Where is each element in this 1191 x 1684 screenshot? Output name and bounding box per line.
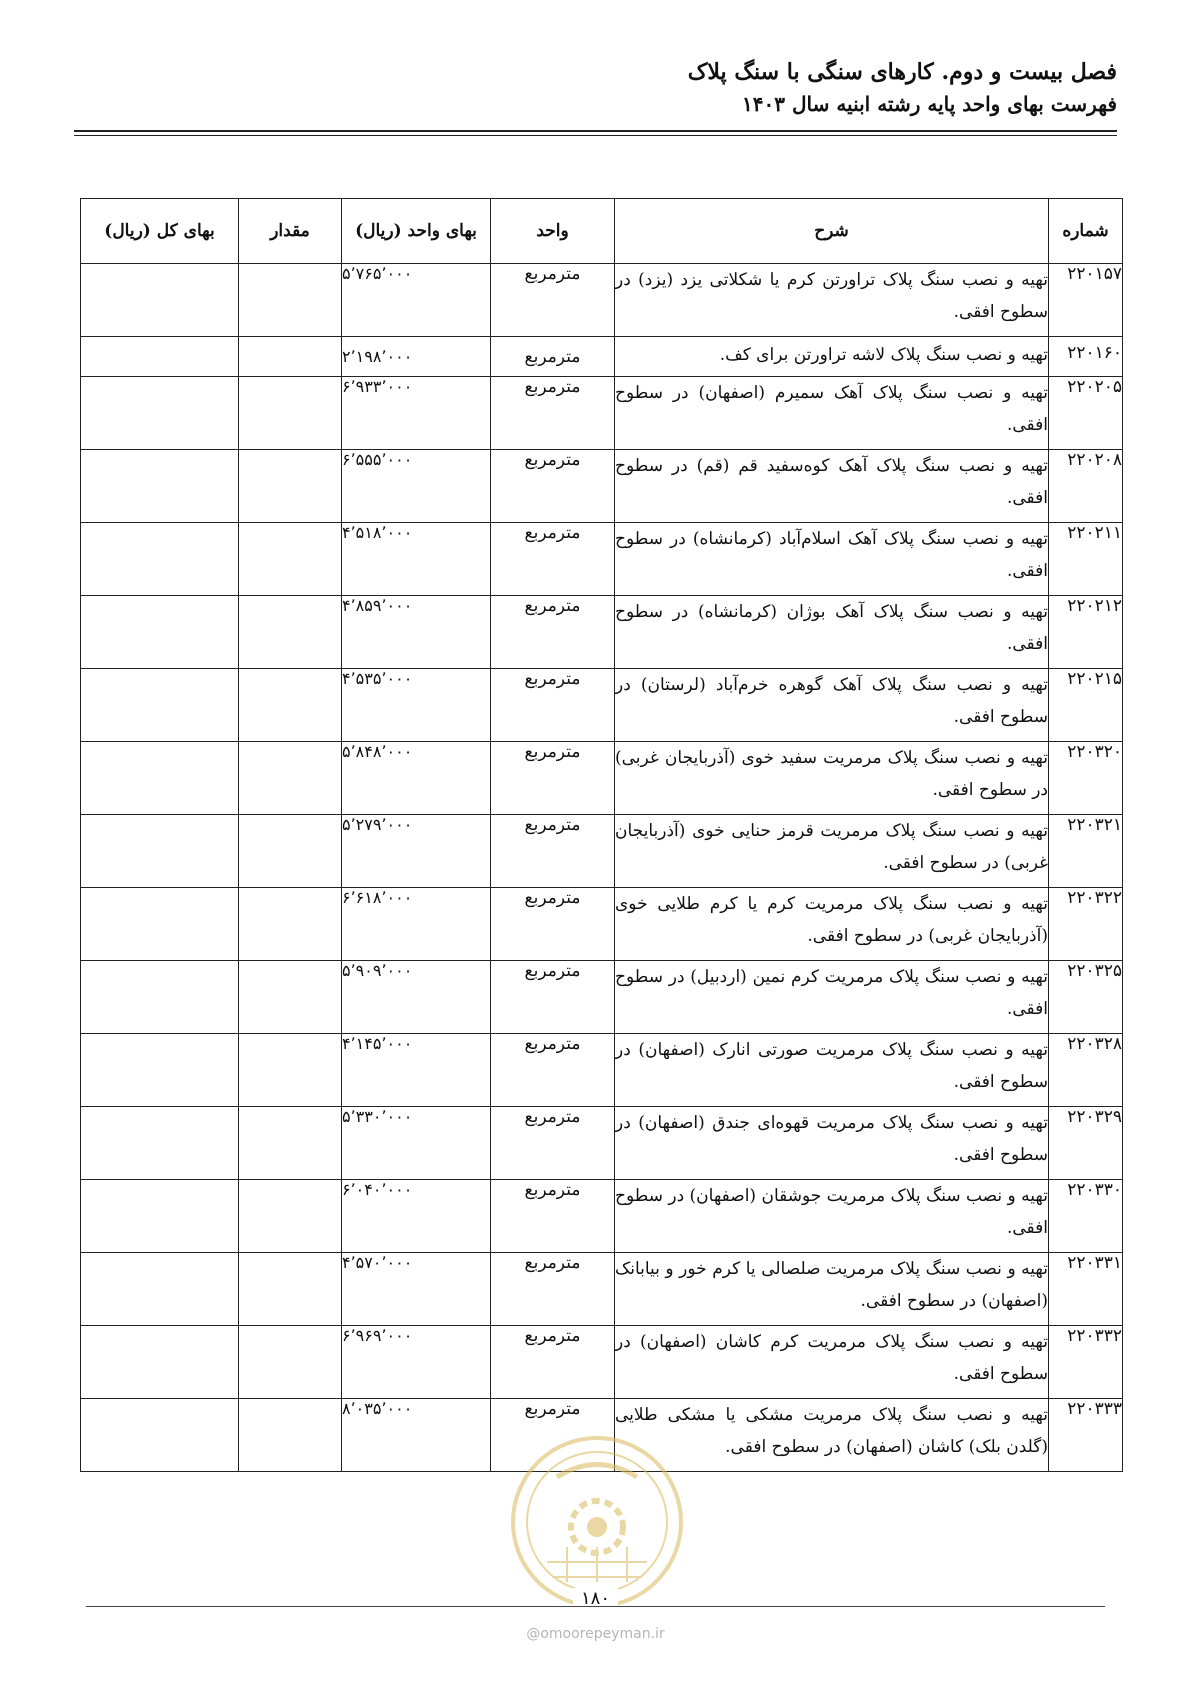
item-total-price — [81, 669, 239, 742]
item-quantity — [239, 264, 342, 337]
table-row — [81, 815, 1123, 888]
item-unit: مترمربع — [491, 1253, 615, 1326]
item-total-price — [81, 1107, 239, 1180]
table-row — [81, 1107, 1123, 1180]
item-total-price — [81, 377, 239, 450]
item-unit: مترمربع — [491, 264, 615, 337]
item-number: ۲۲۰۳۲۸ — [1049, 1034, 1123, 1107]
item-description: تهیه و نصب سنگ پلاک مرمریت صورتی انارک (اصفهان) در سطوح افقی. — [615, 1034, 1049, 1107]
item-unit: مترمربع — [491, 888, 615, 961]
item-description: تهیه و نصب سنگ پلاک آهک سمیرم (اصفهان) در سطوح افقی. — [615, 377, 1049, 450]
column-header-unit: واحد — [491, 199, 615, 264]
item-unit: مترمربع — [491, 1107, 615, 1180]
table-row — [81, 264, 1123, 337]
table-row — [81, 961, 1123, 1034]
item-total-price — [81, 888, 239, 961]
page-number: ۱۸۰ — [0, 1588, 1191, 1609]
item-description: تهیه و نصب سنگ پلاک مرمریت سفید خوی (آذربایجان غربی) در سطوح افقی. — [615, 742, 1049, 815]
item-number: ۲۲۰۲۱۲ — [1049, 596, 1123, 669]
column-header-number: شماره — [1049, 199, 1123, 264]
item-number: ۲۲۰۳۲۲ — [1049, 888, 1123, 961]
table-row — [81, 596, 1123, 669]
item-unit: مترمربع — [491, 961, 615, 1034]
item-quantity — [239, 815, 342, 888]
item-quantity — [239, 1399, 342, 1472]
item-number: ۲۲۰۳۲۵ — [1049, 961, 1123, 1034]
item-unit: مترمربع — [491, 1034, 615, 1107]
item-quantity — [239, 377, 342, 450]
item-quantity — [239, 669, 342, 742]
item-description: تهیه و نصب سنگ پلاک آهک کوه‌سفید قم (قم) در سطوح افقی. — [615, 450, 1049, 523]
item-total-price — [81, 523, 239, 596]
footer-divider — [86, 1606, 1105, 1607]
table-row — [81, 450, 1123, 523]
item-description: تهیه و نصب سنگ پلاک مرمریت کرم نمین (اردبیل) در سطوح افقی. — [615, 961, 1049, 1034]
item-description: تهیه و نصب سنگ پلاک تراورتن کرم یا شکلاتی یزد (یزد) در سطوح افقی. — [615, 264, 1049, 337]
item-unit-price: ۴٬۸۵۹٬۰۰۰ — [342, 596, 491, 669]
header-divider-thin — [74, 135, 1117, 136]
item-unit-price: ۴٬۵۳۵٬۰۰۰ — [342, 669, 491, 742]
item-number: ۲۲۰۳۲۹ — [1049, 1107, 1123, 1180]
item-total-price — [81, 450, 239, 523]
item-number: ۲۲۰۱۶۰ — [1049, 337, 1123, 377]
item-description: تهیه و نصب سنگ پلاک مرمریت کرم کاشان (اصفهان) در سطوح افقی. — [615, 1326, 1049, 1399]
item-total-price — [81, 337, 239, 377]
table-row — [81, 377, 1123, 450]
price-list-title: فهرست بهای واحد پایه رشته ابنیه سال ۱۴۰۳ — [742, 92, 1117, 116]
item-unit: مترمربع — [491, 742, 615, 815]
item-unit-price: ۵٬۷۶۵٬۰۰۰ — [342, 264, 491, 337]
item-number: ۲۲۰۳۳۳ — [1049, 1399, 1123, 1472]
item-unit: مترمربع — [491, 337, 615, 377]
item-unit-price: ۸٬۰۳۵٬۰۰۰ — [342, 1399, 491, 1472]
item-description: تهیه و نصب سنگ پلاک مرمریت جوشقان (اصفهان) در سطوح افقی. — [615, 1180, 1049, 1253]
item-unit-price: ۵٬۸۴۸٬۰۰۰ — [342, 742, 491, 815]
table-row — [81, 1399, 1123, 1472]
item-unit-price: ۶٬۹۶۹٬۰۰۰ — [342, 1326, 491, 1399]
table-row — [81, 523, 1123, 596]
table-row — [81, 888, 1123, 961]
item-unit-price: ۶٬۵۵۵٬۰۰۰ — [342, 450, 491, 523]
table-row — [81, 1180, 1123, 1253]
item-unit: مترمربع — [491, 596, 615, 669]
item-total-price — [81, 1326, 239, 1399]
item-number: ۲۲۰۳۳۱ — [1049, 1253, 1123, 1326]
item-quantity — [239, 523, 342, 596]
item-quantity — [239, 1180, 342, 1253]
item-quantity — [239, 596, 342, 669]
item-quantity — [239, 888, 342, 961]
item-quantity — [239, 450, 342, 523]
item-total-price — [81, 1180, 239, 1253]
item-quantity — [239, 742, 342, 815]
table-row — [81, 742, 1123, 815]
item-unit: مترمربع — [491, 523, 615, 596]
item-number: ۲۲۰۳۳۲ — [1049, 1326, 1123, 1399]
item-description: تهیه و نصب سنگ پلاک مرمریت کرم یا کرم طلایی خوی (آذربایجان غربی) در سطوح افقی. — [615, 888, 1049, 961]
item-unit: مترمربع — [491, 1326, 615, 1399]
item-quantity — [239, 1326, 342, 1399]
item-description: تهیه و نصب سنگ پلاک آهک گوهره خرم‌آباد (لرستان) در سطوح افقی. — [615, 669, 1049, 742]
item-unit: مترمربع — [491, 815, 615, 888]
item-unit-price: ۴٬۱۴۵٬۰۰۰ — [342, 1034, 491, 1107]
table-row — [81, 337, 1123, 377]
table-header-row — [81, 199, 1123, 264]
item-number: ۲۲۰۱۵۷ — [1049, 264, 1123, 337]
item-number: ۲۲۰۲۰۸ — [1049, 450, 1123, 523]
item-unit-price: ۶٬۰۴۰٬۰۰۰ — [342, 1180, 491, 1253]
item-description: تهیه و نصب سنگ پلاک مرمریت قرمز حنایی خوی (آذربایجان غربی) در سطوح افقی. — [615, 815, 1049, 888]
table-row — [81, 669, 1123, 742]
item-description: تهیه و نصب سنگ پلاک لاشه تراورتن برای کف. — [615, 337, 1049, 377]
item-total-price — [81, 596, 239, 669]
page-header — [74, 56, 1117, 120]
item-total-price — [81, 961, 239, 1034]
column-header-description: شرح — [615, 199, 1049, 264]
price-table — [80, 198, 1123, 1472]
item-quantity — [239, 1034, 342, 1107]
item-description: تهیه و نصب سنگ پلاک آهک اسلام‌آباد (کرمانشاه) در سطوح افقی. — [615, 523, 1049, 596]
item-unit-price: ۵٬۲۷۹٬۰۰۰ — [342, 815, 491, 888]
item-unit: مترمربع — [491, 1180, 615, 1253]
item-total-price — [81, 1399, 239, 1472]
column-header-quantity: مقدار — [239, 199, 342, 264]
item-total-price — [81, 815, 239, 888]
item-total-price — [81, 264, 239, 337]
item-quantity — [239, 961, 342, 1034]
item-number: ۲۲۰۳۳۰ — [1049, 1180, 1123, 1253]
chapter-title: فصل بیست و دوم. کارهای سنگی با سنگ پلاک — [687, 59, 1117, 85]
item-unit: مترمربع — [491, 669, 615, 742]
table-row — [81, 1034, 1123, 1107]
item-number: ۲۲۰۳۲۱ — [1049, 815, 1123, 888]
item-quantity — [239, 1253, 342, 1326]
item-unit-price: ۵٬۳۳۰٬۰۰۰ — [342, 1107, 491, 1180]
item-quantity — [239, 337, 342, 377]
item-quantity — [239, 1107, 342, 1180]
header-divider — [74, 130, 1117, 132]
column-header-total-price: بهای کل (ریال) — [81, 199, 239, 264]
item-description: تهیه و نصب سنگ پلاک مرمریت مشکی یا مشکی طلایی (گلدن بلک) کاشان (اصفهان) در سطوح افقی. — [615, 1399, 1049, 1472]
item-unit-price: ۶٬۹۳۳٬۰۰۰ — [342, 377, 491, 450]
table-row — [81, 1326, 1123, 1399]
item-total-price — [81, 1034, 239, 1107]
item-number: ۲۲۰۲۱۵ — [1049, 669, 1123, 742]
column-header-unit-price: بهای واحد (ریال) — [342, 199, 491, 264]
item-total-price — [81, 1253, 239, 1326]
item-unit-price: ۲٬۱۹۸٬۰۰۰ — [342, 337, 491, 377]
item-unit-price: ۴٬۵۷۰٬۰۰۰ — [342, 1253, 491, 1326]
item-description: تهیه و نصب سنگ پلاک مرمریت صلصالی یا کرم خور و بیابانک (اصفهان) در سطوح افقی. — [615, 1253, 1049, 1326]
item-unit: مترمربع — [491, 450, 615, 523]
watermark-text: @omoorepeyman.ir — [526, 1626, 665, 1642]
item-description: تهیه و نصب سنگ پلاک آهک بوژان (کرمانشاه) در سطوح افقی. — [615, 596, 1049, 669]
table-row — [81, 1253, 1123, 1326]
item-total-price — [81, 742, 239, 815]
item-unit-price: ۶٬۶۱۸٬۰۰۰ — [342, 888, 491, 961]
item-unit-price: ۵٬۹۰۹٬۰۰۰ — [342, 961, 491, 1034]
item-number: ۲۲۰۲۰۵ — [1049, 377, 1123, 450]
item-unit: مترمربع — [491, 1399, 615, 1472]
item-unit: مترمربع — [491, 377, 615, 450]
item-number: ۲۲۰۳۲۰ — [1049, 742, 1123, 815]
item-description: تهیه و نصب سنگ پلاک مرمریت قهوه‌ای جندق (اصفهان) در سطوح افقی. — [615, 1107, 1049, 1180]
item-unit-price: ۴٬۵۱۸٬۰۰۰ — [342, 523, 491, 596]
item-number: ۲۲۰۲۱۱ — [1049, 523, 1123, 596]
